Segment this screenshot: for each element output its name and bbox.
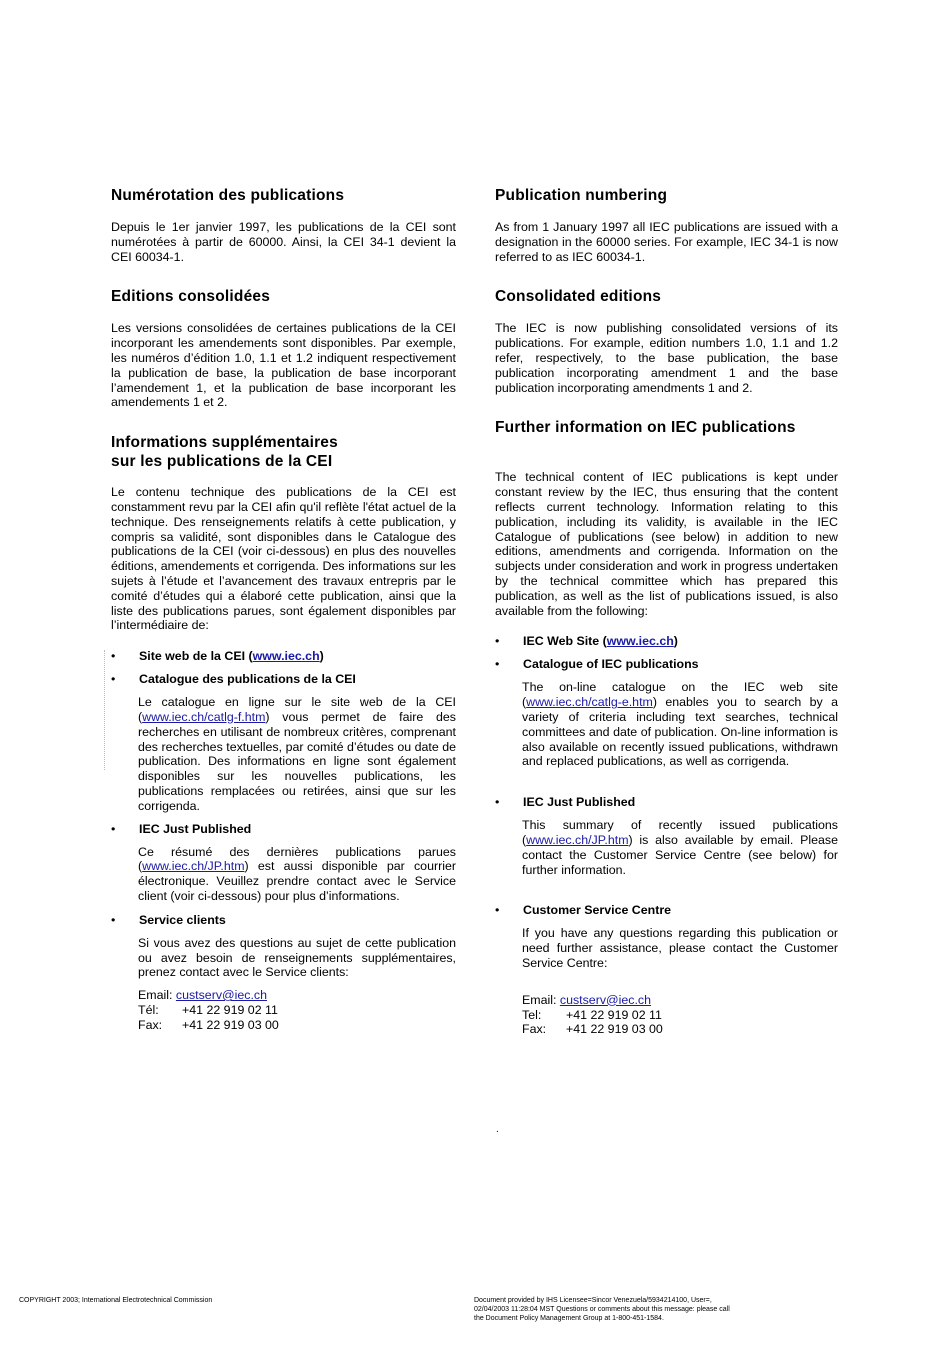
fax-value-fr: +41 22 919 03 00	[182, 1017, 279, 1032]
heading-further-fr	[111, 433, 456, 471]
heading-further-en: Further information on IEC publications	[495, 419, 796, 437]
bullet-justpublished-en	[495, 795, 838, 810]
para-consolidated-en: The IEC is now publishing consolidated versions of its publications. For example, edition numbers 1.0, 1.1 and 1.2 refer, respectively, to the base publication, the base publication incorporating amendment 1 and the base publication incorporating amendments 1 and 2.	[495, 321, 838, 395]
para-numbering-en: As from 1 January 1997 all IEC publications are issued with a designation in the 60000 series. For example, IEC 34-1 is now referred to as IEC 60034-1.	[495, 220, 838, 264]
heading-further-fr-line2: sur les publications de la CEI	[111, 453, 333, 471]
bullet-icon: •	[495, 657, 500, 672]
contact-fax-fr	[138, 1018, 456, 1033]
bullet-website-en-close: )	[673, 634, 678, 649]
contact-email-fr	[138, 988, 456, 1003]
para-catalogue-fr	[111, 695, 456, 813]
bullet-justpublished-fr	[111, 822, 456, 837]
column-english	[495, 186, 838, 1037]
tel-label-en: Tel:	[522, 1007, 542, 1022]
para-further-en: The technical content of IEC publications is kept under constant review by the IEC, thus ensuring that the content reflects current technology. Information relating to this publication, including its validity, is available in the IEC Catalogue of publications (see below) in addition to new editions, amendments and corrigenda. Information on the subjects under consideration and work in progress undertaken by the technical committee which has prepared this publication, as well as the list of publications issued, is also available from the following:	[495, 470, 838, 618]
para-numbering-fr: Depuis le 1er janvier 1997, les publications de la CEI sont numérotées à partir de 60000. Ainsi, la CEI 34-1 devient la CEI 60034-1.	[111, 220, 456, 264]
para-service-fr: Si vous avez des questions au sujet de cette publication ou avez besoin de renseignements supplémentaires, prenez contact avec le Service clients:	[138, 935, 456, 980]
footer-provided-line1: Document provided by IHS Licensee=Sincor Venezuela/5934214100, User=,	[474, 1297, 712, 1304]
para-consolidated-fr: Les versions consolidées de certaines publications de la CEI incorporant les amendements sont disponibles. Par exemple, les numéros d’édition 1.0, 1.1 et 1.2 indiquent respectivement la publication de base, la publication de base incorporant l’amendement 1, et la publication de base incorporant les amendements 1 et 2.	[111, 321, 456, 410]
heading-further-fr-line1: Informations supplémentaires	[111, 434, 338, 452]
para-service-en: If you have any questions regarding this publication or need further assistance, please contact the Customer Service Centre:	[522, 926, 838, 970]
bullet-icon: •	[111, 672, 116, 687]
catalogue-en-pre: The on-line catalogue on the IEC web site (	[522, 680, 838, 710]
heading-consolidated-en: Consolidated editions	[495, 288, 662, 306]
contact-block-fr	[111, 988, 456, 1032]
bullet-icon: •	[111, 821, 116, 836]
link-email-en[interactable]: custserv@iec.ch	[559, 992, 651, 1007]
link-catalogue-fr[interactable]: www.iec.ch/catlg-f.htm	[142, 709, 266, 724]
contact-block-en	[495, 993, 838, 1037]
para-justpublished-en	[495, 818, 838, 877]
bullet-icon: •	[111, 912, 116, 927]
bullet-service-en	[495, 903, 838, 918]
heading-consolidated-fr: Editions consolidées	[111, 288, 271, 306]
catalogue-en-post: ) enables you to search by a variety of criteria including text searches, technical committees and date of publication. On-line information is also available on recently issued publications, withdrawn and replaced publications, as well as corrigenda.	[522, 695, 838, 769]
bullet-catalogue-fr	[111, 672, 456, 687]
para-justpublished-fr	[111, 845, 456, 904]
column-french	[111, 186, 456, 1032]
email-label-fr: Email:	[138, 988, 173, 1003]
contact-tel-en	[522, 1008, 838, 1023]
link-email-fr[interactable]: custserv@iec.ch	[175, 988, 267, 1003]
bullet-icon: •	[495, 634, 500, 649]
bullet-service-fr-label: Service clients	[139, 912, 226, 927]
tel-label-fr: Tél:	[138, 1002, 159, 1017]
link-justpublished-fr[interactable]: www.iec.ch/JP.htm	[142, 859, 245, 874]
bullet-icon: •	[495, 795, 500, 810]
link-justpublished-en[interactable]: www.iec.ch/JP.htm	[526, 832, 629, 847]
fax-label-fr: Fax:	[138, 1017, 163, 1032]
stray-dot: .	[496, 1124, 499, 1135]
bullet-catalogue-en-label: Catalogue of IEC publications	[523, 657, 699, 672]
margin-mark	[104, 650, 107, 770]
footer-provided-line2: 02/04/2003 11:28:04 MST Questions or comments about this message: please call	[474, 1306, 730, 1313]
tel-value-en: +41 22 919 02 11	[566, 1007, 662, 1022]
fax-label-en: Fax:	[522, 1022, 547, 1037]
contact-tel-fr	[138, 1003, 456, 1018]
heading-numbering-fr: Numérotation des publications	[111, 187, 345, 204]
bullet-website-en-label: IEC Web Site (	[523, 634, 607, 649]
bullet-website-fr-label: Site web de la CEI (	[139, 649, 253, 664]
bullet-website-en	[495, 634, 838, 649]
heading-numbering-en: Publication numbering	[495, 187, 668, 204]
para-further-fr: Le contenu technique des publications de la CEI est constamment revu par la CEI afin qu'il reflète l'état actuel de la technique. Des renseignements relatifs à cette publication, y compris sa validité, sont disponibles dans le Catalogue des publications de la CEI (voir ci-dessous) en plus des nouvelles éditions, amendements et corrigenda. Des informations sur les sujets à l’étude et l’avancement des travaux entrepris par le comité d’études qui a élaboré cette publication, ainsi que la liste des publications parues, sont également disponibles par l’intermédiaire de:	[111, 485, 456, 633]
bullet-icon: •	[495, 903, 500, 918]
catalogue-fr-post: ) vous permet de faire des recherches en utilisant de nombreux critères, comprenant des recherches textuelles, par comité d’études ou date de publication. Des informations en ligne sont également disponibles sur les nouvelles publications, les publications remplacées ou retirées, ainsi que sur les corrigenda.	[138, 709, 456, 813]
bullet-catalogue-en	[495, 657, 838, 672]
bullet-justpublished-fr-label: IEC Just Published	[139, 821, 252, 836]
catalogue-fr-pre: Le catalogue en ligne sur le site web de la CEI (	[138, 695, 456, 724]
email-label-en: Email:	[522, 992, 557, 1007]
tel-value-fr: +41 22 919 02 11	[182, 1002, 278, 1017]
bullet-service-en-label: Customer Service Centre	[523, 903, 672, 918]
link-catalogue-en[interactable]: www.iec.ch/catlg-e.htm	[526, 695, 653, 710]
link-website-fr[interactable]: www.iec.ch	[252, 649, 320, 664]
justpublished-en-pre: This summary of recently issued publications (	[522, 818, 838, 847]
footer-provided-line3: the Document Policy Management Group at 1-800-451-1584.	[474, 1315, 664, 1322]
bullet-website-fr	[111, 649, 456, 664]
bullet-website-fr-close: )	[319, 649, 324, 664]
justpublished-fr-post: ) est aussi disponible par courrier électronique. Veuillez prendre contact avec le Service client (voir ci-dessous) pour plus d’informations.	[138, 859, 456, 903]
fax-value-en: +41 22 919 03 00	[566, 1022, 663, 1037]
para-catalogue-en	[495, 680, 838, 769]
contact-fax-en	[522, 1022, 838, 1037]
bullet-icon: •	[111, 649, 116, 664]
contact-email-en	[522, 993, 838, 1008]
footer-provided	[474, 1296, 730, 1323]
footer-copyright: COPYRIGHT 2003; International Electrotechnical Commission	[19, 1297, 213, 1304]
bullet-catalogue-fr-label: Catalogue des publications de la CEI	[139, 672, 356, 687]
justpublished-en-post: ) is also available by email. Please contact the Customer Service Centre (see below) for further information.	[522, 832, 838, 877]
bullet-justpublished-en-label: IEC Just Published	[523, 795, 636, 810]
bullet-service-fr	[111, 913, 456, 928]
justpublished-fr-pre: Ce résumé des dernières publications parues (	[138, 844, 456, 874]
link-website-en[interactable]: www.iec.ch	[606, 634, 674, 649]
